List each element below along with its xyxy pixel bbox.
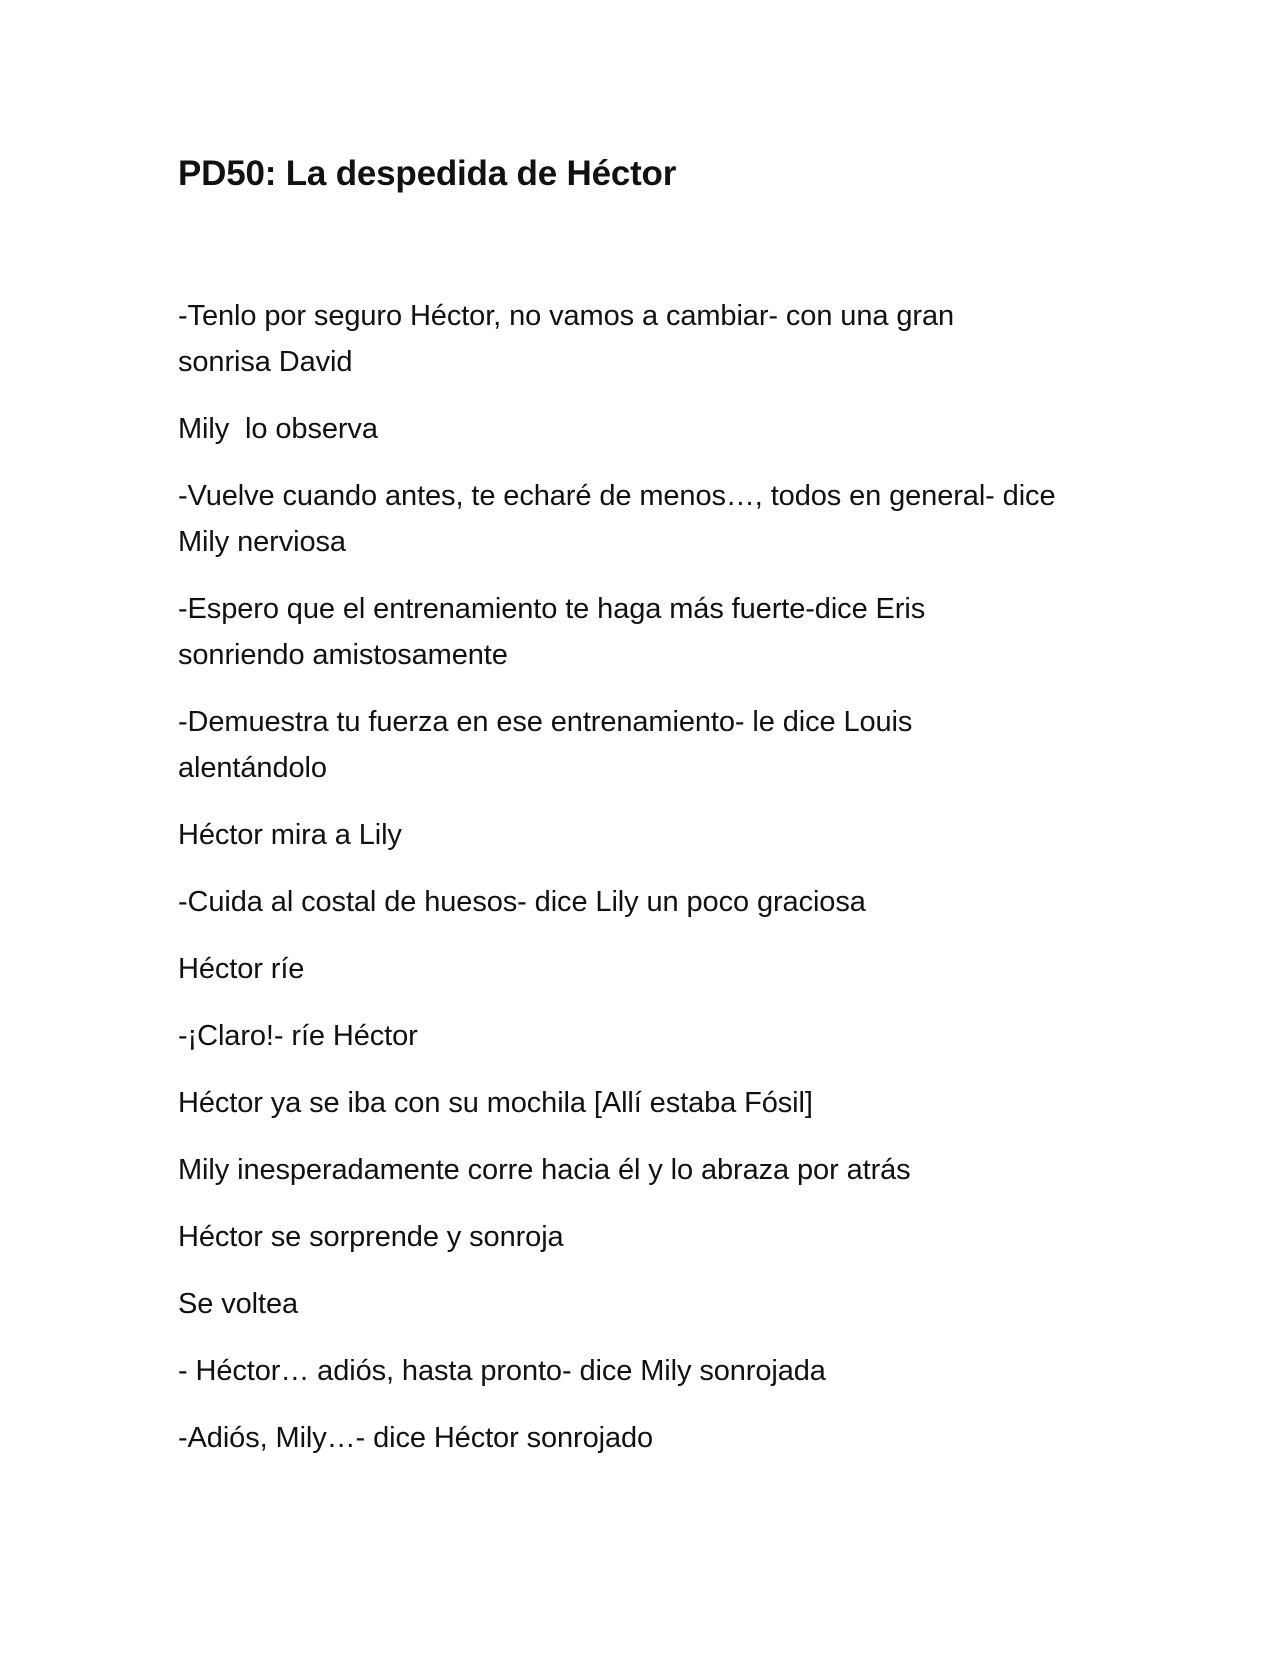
paragraph-line: Mily lo observa [178,413,378,445]
paragraph-line: -Espero que el entrenamiento te haga más fuerte-dice Eris [178,593,926,625]
paragraph [178,1281,1108,1327]
document-title: PD50: La despedida de Héctor [178,154,677,193]
paragraph [178,1415,1108,1461]
paragraph [178,879,1108,925]
paragraph [178,406,1108,452]
paragraph [178,946,1108,992]
paragraph [178,293,1108,385]
paragraph-line: Héctor mira a Lily [178,819,402,851]
paragraph [178,1080,1108,1126]
paragraph-line: alentándolo [178,752,327,784]
paragraph [178,1147,1108,1193]
paragraph-line: -Demuestra tu fuerza en ese entrenamiento- le dice Louis [178,706,913,738]
paragraph-line: Se voltea [178,1288,299,1320]
paragraph-line: - Héctor… adiós, hasta pronto- dice Mily sonrojada [178,1355,826,1387]
paragraph [178,1348,1108,1394]
paragraph [178,699,1108,791]
document-body [178,293,1108,1482]
paragraph-line: -Vuelve cuando antes, te echaré de menos…, todos en general- dice [178,480,1056,512]
paragraph [178,1214,1108,1260]
paragraph [178,812,1108,858]
paragraph-line: Héctor ríe [178,953,305,985]
paragraph-line: Mily inesperadamente corre hacia él y lo abraza por atrás [178,1154,911,1186]
paragraph-line: -Tenlo por seguro Héctor, no vamos a cambiar- con una gran [178,300,954,332]
paragraph-line: -Adiós, Mily…- dice Héctor sonrojado [178,1422,654,1454]
paragraph-line: sonriendo amistosamente [178,639,508,671]
paragraph [178,1013,1108,1059]
paragraph-line: -Cuida al costal de huesos- dice Lily un poco graciosa [178,886,866,918]
paragraph [178,473,1108,565]
paragraph-line: -¡Claro!- ríe Héctor [178,1020,418,1052]
paragraph-line: Héctor ya se iba con su mochila [Allí estaba Fósil] [178,1087,813,1119]
paragraph-line: sonrisa David [178,346,353,378]
paragraph-line: Mily nerviosa [178,526,346,558]
paragraph [178,586,1108,678]
paragraph-line: Héctor se sorprende y sonroja [178,1221,564,1253]
